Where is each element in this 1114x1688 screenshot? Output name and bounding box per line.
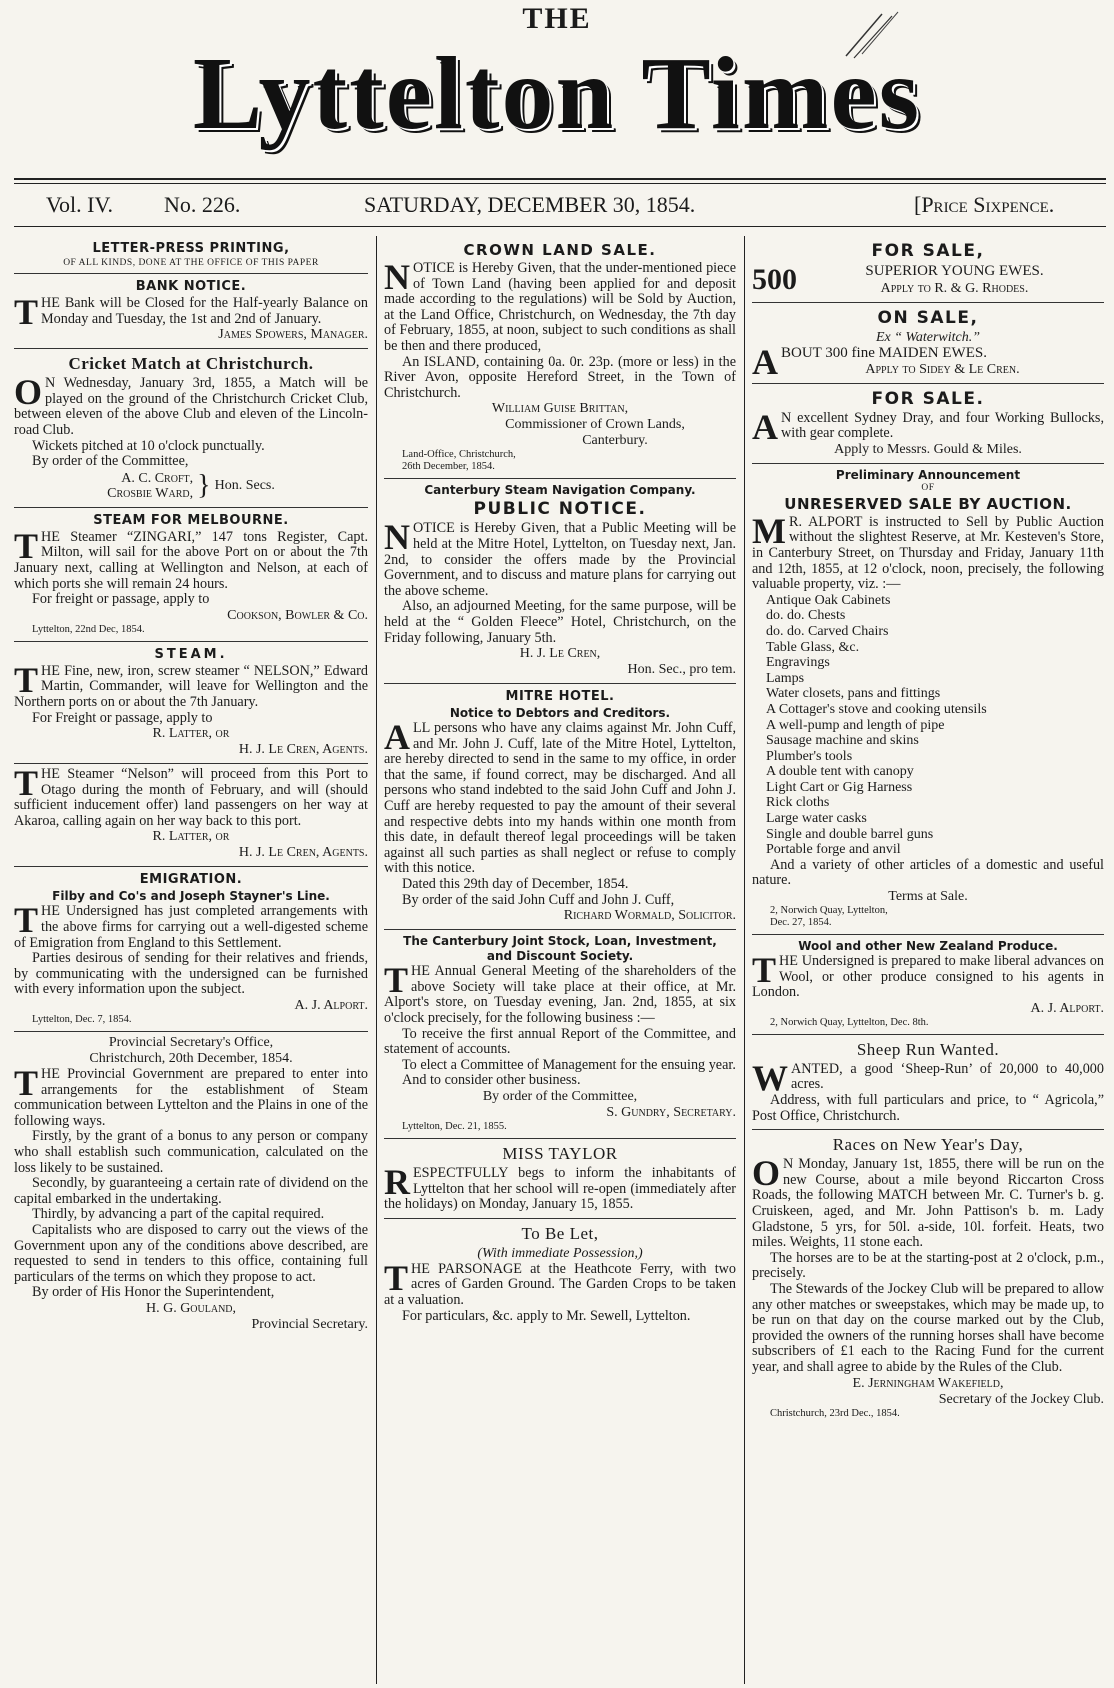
provincial-secondly: Secondly, by guaranteeing a certain rate of dividend on the capital embarked in the undertaking. — [14, 1175, 368, 1207]
auction-item: Antique Oak Cabinets — [766, 592, 891, 608]
provincial-order: By order of His Honor the Superintendent, — [32, 1284, 275, 1301]
auction-item: Plumber's tools — [766, 748, 853, 764]
dray-apply: Apply to Messrs. Gould & Miles. — [834, 441, 1022, 457]
public-company: Canterbury Steam Navigation Company. — [424, 483, 696, 498]
crown-sig-place: Canterbury. — [582, 433, 648, 449]
issue-number: No. 226. — [164, 192, 241, 217]
public-body: NOTICE is Hereby Given, that a Public Meeting will be held at the Mitre Hotel, Lyttelton, on Tuesday next, Jan. 2nd, to consider the offers made by the Provincial Government, and to discuss and mature plans for carrying out the above scheme. — [384, 517, 736, 599]
wool-date: 2, Norwich Quay, Lyttelton, Dec. 8th. — [770, 1016, 929, 1028]
races-starting: The horses are to be at the starting-post at 2 o'clock, p.m., precisely. — [752, 1249, 1104, 1282]
melbourne-notice — [14, 508, 368, 642]
auction-item: A double tent with canopy — [766, 764, 914, 780]
society-date: Lyttelton, Dec. 21, 1855. — [402, 1120, 507, 1132]
provincial-sig-gouland: H. G. Gouland, — [145, 1300, 237, 1316]
dray-heading: FOR SALE. — [871, 388, 985, 409]
crown-island: An ISLAND, containing 0a. 0r. 23p. (more or less) in the River Avon, opposite Hereford Street, in the Town of Christchurch. — [384, 353, 736, 401]
melbourne-heading: STEAM FOR MELBOURNE. — [93, 512, 289, 528]
steam-notice — [14, 642, 368, 764]
melbourne-signature: Cookson, Bowler & Co. — [227, 607, 368, 623]
auction-terms: Terms at Sale. — [888, 889, 968, 905]
mitre-notice — [384, 684, 736, 930]
printing-ad — [14, 236, 368, 274]
auction-item: Light Cart or Gig Harness — [766, 779, 913, 795]
provincial-body: THE Provincial Government are prepared to enter into arrangements for the establishment of Steam communication between Lyttelton and the Plains in one of the following ways. — [14, 1063, 368, 1129]
ewes-sale — [752, 236, 1104, 303]
taylor-notice — [384, 1139, 736, 1219]
crown-date-place: Land-Office, Christchurch, — [402, 449, 516, 461]
melbourne-apply: For freight or passage, apply to — [32, 591, 210, 608]
column-divider-1 — [376, 236, 377, 1684]
emigration-signature: A. J. Alport. — [294, 998, 368, 1014]
ewes-number: 500 — [752, 263, 797, 296]
bank-body: THE Bank will be Closed for the Half-yearly Balance on Monday and Tuesday, the 1st and 2nd of January. — [14, 292, 368, 332]
crown-sig-brittan: William Guise Brittan, — [491, 401, 629, 417]
maiden-ship: Ex “ Waterwitch.” — [875, 330, 981, 345]
society-order: By order of the Committee, — [482, 1088, 638, 1104]
auction-of: OF — [921, 482, 935, 493]
issue-date: SATURDAY, DECEMBER 30, 1854. — [364, 192, 696, 217]
price: [Price Sixpence. — [914, 192, 1055, 217]
auction-item: do. do. Chests — [766, 608, 846, 624]
cricket-sig-croft: A. C. Croft, — [121, 470, 194, 486]
to-let-apply: For particulars, &c. apply to Mr. Sewell, Lyttelton. — [402, 1307, 691, 1324]
provincial-firstly: Firstly, by the grant of a bonus to any person or company who shall establish such communication, calculated on the loss likely to be sustained. — [14, 1128, 368, 1176]
sheep-address: Address, with full particulars and price, to “ Agricola,” Post Office, Christchurch. — [752, 1092, 1104, 1124]
mitre-order: By order of the said John Cuff and John J. Cuff, — [402, 891, 675, 908]
races-sig-wakefield: E. Jerningham Wakefield, — [852, 1375, 1004, 1391]
ewes-heading: FOR SALE, — [871, 241, 985, 261]
melbourne-date: Lyttelton, 22nd Dec, 1854. — [32, 623, 145, 635]
public-sig-lecren: H. J. Le Cren, — [519, 646, 601, 662]
auction-variety: And a variety of other articles of a domestic and useful nature. — [752, 856, 1104, 889]
auction-item: A well-pump and length of pipe — [766, 717, 945, 733]
printing-sub: OF ALL KINDS, DONE AT THE OFFICE OF THIS PAPER — [63, 258, 319, 268]
society-report: To receive the first annual Report of the Committee, and statement of accounts. — [384, 1025, 736, 1058]
mitre-heading: MITRE HOTEL. — [505, 689, 615, 705]
ewes-description: SUPERIOR YOUNG EWES. — [865, 263, 1044, 279]
auction-item: Portable forge and anvil — [766, 842, 901, 858]
taylor-body: RESPECTFULLY begs to inform the inhabitants of Lyttelton that her school will re-open (immediately after the holidays) on Monday, January 15, 1855. — [384, 1161, 736, 1213]
nelson-sig-lecren: H. J. Le Cren, Agents. — [238, 845, 368, 861]
column-divider-2 — [744, 236, 745, 1684]
cricket-notice: Cricket Match at Christchurch. ON Wednesday, January 3rd, 1855, a Match will be played on the ground of the Christchurch Cricket Club, between eleven of the above Club and eleven of the Lincoln-road Club. Wickets pitched at 10 o'clock punctually. By order of the Committee, A. C. Croft, Crosbie Ward, } Hon. Secs. — [14, 349, 368, 508]
maiden-heading: ON SALE, — [877, 308, 979, 328]
public-notice — [384, 479, 736, 684]
columns — [14, 236, 1104, 1684]
races-date: Christchurch, 23rd Dec., 1854. — [770, 1407, 900, 1419]
cricket-heading: Cricket Match at Christchurch. — [68, 354, 314, 374]
masthead-rule-top — [14, 178, 1106, 180]
auction-items — [752, 593, 1104, 858]
newspaper-title: Lyttelton Times — [192, 36, 922, 151]
auction-heading: UNRESERVED SALE BY AUCTION. — [784, 494, 1072, 513]
auction-body: MR. ALPORT is instructed to Sell by Public Auction without the slightest Reserve, at Mr. Kesteven's Store, in Canterbury Street, on Thursday and Friday, January 11th and 12th, 1855, at 12 o'clock, noon, precisely, the following valuable property, viz. :— — [752, 510, 1104, 593]
auction-item: Lamps — [766, 670, 805, 686]
ewes-apply: Apply to R. & G. Rhodes. — [880, 281, 1029, 296]
provincial-date: Christchurch, 20th December, 1854. — [89, 1051, 293, 1067]
steam-apply: For Freight or passage, apply to — [32, 709, 213, 726]
society-notice — [384, 930, 736, 1139]
crown-sig-title: Commissioner of Crown Lands, — [505, 417, 685, 433]
sheep-body: WANTED, a good ‘Sheep-Run’ of 20,000 to 40,000 acres. — [752, 1057, 1104, 1098]
to-let-sub: (With immediate Possession,) — [477, 1245, 643, 1261]
auction-preliminary: Preliminary Announcement — [835, 467, 1021, 482]
masthead-rule-thin — [14, 183, 1106, 184]
provincial-sig-title: Provincial Secretary. — [251, 1316, 368, 1332]
dateline — [14, 192, 1106, 222]
printing-heading: LETTER-PRESS PRINTING, — [92, 241, 290, 256]
auction-item: Table Glass, &c. — [766, 639, 860, 655]
emigration-sub: Filby and Co's and Joseph Stayner's Line. — [52, 889, 330, 904]
to-let-heading: To Be Let, — [521, 1223, 599, 1243]
wool-heading: Wool and other New Zealand Produce. — [798, 939, 1058, 954]
auction-item: Large water casks — [766, 811, 867, 827]
cricket-order: By order of the Committee, — [32, 453, 189, 470]
bank-heading: BANK NOTICE. — [135, 279, 247, 294]
taylor-heading: MISS TAYLOR — [502, 1143, 618, 1163]
auction-item: Single and double barrel guns — [766, 826, 934, 842]
society-body: THE Annual General Meeting of the shareholders of the above Society will take place at their office, at Mr. Alport's store, on Tuesday evening, Jan. 2nd, 1855, at six o'clock precisely, for the following business :— — [384, 960, 736, 1026]
cricket-body: ON Wednesday, January 3rd, 1855, a Match will be played on the ground of the Christchurch Cricket Club, between eleven of the above Club and eleven of the Lincoln-road Club. — [14, 372, 368, 438]
cricket-wickets: Wickets pitched at 10 o'clock punctually. — [32, 437, 265, 454]
crown-heading: CROWN LAND SALE. — [463, 241, 657, 259]
races-stewards: The Stewards of the Jockey Club will be prepared to allow any other matches or sweepstakes, which may be made up, to be run on that day on the course marked out by the Club, provided the owners of the running horses shall have become subscribers of £1 each to the Racing Fund for the current year, and shall agree to abide by the Rules of the Club. — [752, 1280, 1104, 1375]
society-heading-1: The Canterbury Joint Stock, Loan, Investment, — [403, 934, 717, 949]
to-let-body: THE PARSONAGE at the Heathcote Ferry, with two acres of Garden Ground. The Garden Crops to be taken at a valuation. — [384, 1257, 736, 1308]
bank-notice — [14, 274, 368, 349]
steam-body: THE Fine, new, iron, screw steamer “ NELSON,” Edward Martin, Commander, will leave for Wellington and the Northern ports on or about the 7th January. — [14, 659, 368, 710]
auction-item: A Cottager's stove and cooking utensils — [766, 701, 987, 717]
masthead — [0, 0, 1114, 176]
races-body: ON Monday, January 1st, 1855, there will be run on the new Course, about a mile beyond Riccarton Cross Roads, the following MATCH between Mr. C. Turner's b. g. Cruiskeen, aged, and Mr. John Pattison's b. m. Lady Gladstone, 5 yrs, for 50l. a-side, 10l. forfeit. Heats, two miles. Weights, 11 stone each. — [752, 1153, 1104, 1251]
auction-item: Rick cloths — [766, 795, 830, 811]
crown-land-notice — [384, 236, 736, 479]
nelson-sig-latter: R. Latter, or — [152, 829, 230, 845]
crown-date: 26th December, 1854. — [402, 461, 495, 473]
public-adjourned: Also, an adjourned Meeting, for the same purpose, will be held at the “ Golden Fleece” Hotel, Christchurch, on the Friday following, January 5th. — [384, 598, 736, 646]
auction-date: Dec. 27, 1854. — [770, 917, 832, 929]
auction-item: Sausage machine and skins — [766, 733, 919, 749]
sheep-heading: Sheep Run Wanted. — [856, 1039, 1000, 1059]
maiden-apply: Apply to Sidey & Le Cren. — [865, 361, 1020, 377]
emigration-heading: EMIGRATION. — [139, 872, 243, 888]
races-notice — [752, 1130, 1104, 1424]
steam-sig-lecren: H. J. Le Cren, Agents. — [238, 742, 368, 758]
society-elect: To elect a Committee of Management for the ensuing year. — [402, 1056, 736, 1073]
dray-sale — [752, 384, 1104, 464]
mitre-sub: Notice to Debtors and Creditors. — [449, 706, 671, 721]
bank-signature: James Spowers, Manager. — [218, 327, 368, 343]
maiden-ewes-sale — [752, 303, 1104, 384]
sheep-run-notice — [752, 1035, 1104, 1130]
column-2 — [384, 236, 736, 1684]
emigration-date: Lyttelton, Dec. 7, 1854. — [32, 1014, 132, 1026]
auction-item: Engravings — [766, 655, 830, 671]
mitre-dated: Dated this 29th day of December, 1854. — [402, 876, 629, 893]
races-sig-title: Secretary of the Jockey Club. — [938, 1391, 1104, 1407]
emigration-body: THE Undersigned has just completed arrangements with the above firms for carrying out a well-digested scheme of Emigration from England to this Settlement. — [14, 900, 368, 951]
emigration-parties: Parties desirous of sending for their relatives and friends, by communicating with the undersigned can be furnished with every information upon the subject. — [14, 950, 368, 998]
provincial-notice — [14, 1032, 368, 1338]
pencil-scratch-mark — [842, 10, 902, 60]
melbourne-body: THE Steamer “ZINGARI,” 147 tons Register, Capt. Milton, will sail for the above Port on or about the 7th January next, calling at Wellington and Nelson, at each of which ports she will remain 24 hours. — [14, 525, 368, 592]
wool-body: THE Undersigned is prepared to make liberal advances on Wool, or other produce consigned to his agents in London. — [752, 950, 1104, 1001]
cricket-sig-ward: Crosbie Ward, — [107, 485, 194, 501]
column-3 — [752, 236, 1104, 1684]
column-1 — [14, 236, 368, 1684]
dray-body: AN excellent Sydney Dray, and four Working Bullocks, with gear complete. — [752, 406, 1104, 447]
public-heading: PUBLIC NOTICE. — [473, 499, 647, 520]
steam-sig-latter: R. Latter, or — [152, 726, 230, 742]
auction-item: do. do. Carved Chairs — [766, 623, 889, 639]
society-other: And to consider other business. — [402, 1072, 581, 1089]
auction-date-place: 2, Norwich Quay, Lyttelton, — [770, 905, 888, 917]
nelson-body: THE Steamer “Nelson” will proceed from this Port to Otago during the month of February, and will (should sufficient inducement offer) land passengers on her way at Akaroa, calling again on her way back to this port. — [14, 763, 368, 829]
dateline-rule — [14, 226, 1106, 227]
mitre-signature: Richard Wormald, Solicitor. — [563, 908, 736, 924]
maiden-body: ABOUT 300 fine MAIDEN EWES. — [752, 342, 987, 382]
crown-body: NOTICE is Hereby Given, that the under-mentioned piece of Town Land (having been applied for and deposit made according to the regulations) will be Sold by Auction, at the Land Office, Christchurch, on Wednesday, the 7th day of February, 1855, at noon, subject to such conditions as shall be then and there produced, — [384, 257, 736, 354]
wool-notice — [752, 935, 1104, 1035]
society-signature: S. Gundry, Secretary. — [606, 1104, 736, 1120]
masthead-the: THE — [522, 2, 592, 35]
provincial-office: Provincial Secretary's Office, — [108, 1035, 274, 1051]
auction-item: Water closets, pans and fittings — [766, 686, 941, 702]
auction-notice — [752, 464, 1104, 935]
society-heading-2: and Discount Society. — [486, 949, 634, 964]
cricket-hon-secs: Hon. Secs. — [214, 477, 275, 493]
to-let-notice — [384, 1219, 736, 1329]
steam-heading: STEAM. — [154, 646, 228, 662]
provincial-thirdly: Thirdly, by advancing a part of the capital required. — [32, 1206, 325, 1223]
nelson-notice — [14, 764, 368, 867]
public-sig-title: Hon. Sec., pro tem. — [627, 662, 736, 678]
volume: Vol. IV. — [46, 192, 114, 217]
wool-signature: A. J. Alport. — [1030, 1000, 1104, 1016]
mitre-body: ALL persons who have any claims against Mr. John Cuff, and Mr. John J. Cuff, late of the Mitre Hotel, Lyttelton, are hereby directed to send in the same to my office, in order that the same, if found correct, may be discharged. And all persons who stand indebted to the said John Cuff and John J. Cuff are hereby requested to pay the amount of their several and respective debts into my hands within one month from this date, in default thereof legal proceedings will be taken against all such parties as shall neglect or refuse to comply with this notice. — [384, 717, 736, 877]
emigration-notice — [14, 867, 368, 1032]
provincial-capitalists: Capitalists who are disposed to carry out the views of the Government upon any of the conditions above described, are requested to send in tenders to this office, containing full particulars of the terms on which they propose to act. — [14, 1221, 368, 1285]
races-heading: Races on New Year's Day, — [832, 1135, 1024, 1155]
